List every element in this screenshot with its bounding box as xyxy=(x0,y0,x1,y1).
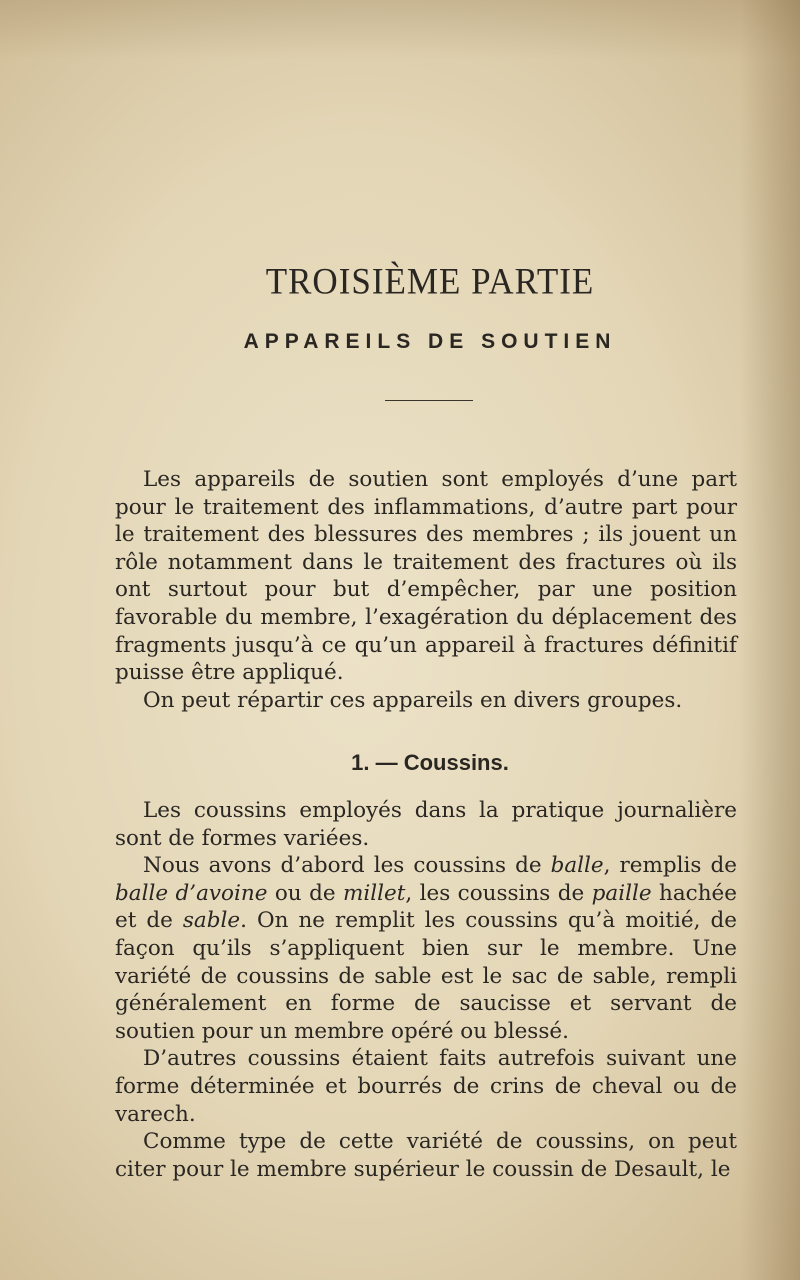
italic-term: balle d’avoine xyxy=(115,880,268,906)
paragraph: D’autres coussins étaient faits autrefois suivant une forme déterminée et bourrés de crins de cheval ou de varech. xyxy=(115,1046,737,1127)
italic-term: millet xyxy=(342,880,406,906)
part-title: TROISIÈME PARTIE xyxy=(265,261,595,302)
intro-text xyxy=(115,466,737,714)
paragraph: Nous avons d’abord les coussins de balle, remplis de balle d’avoine ou de millet, les coussins de paille hachée et de sable. On ne remplit les coussins qu’à moitié, de façon qu’ils s’appliquent bien sur le membre. Une variété de coussins de sable est le sac de sable, rempli généralement en forme de saucisse et servant de soutien pour un membre opéré ou blessé. xyxy=(115,853,737,1044)
paragraph: On peut répartir ces appareils en divers groupes. xyxy=(143,687,683,713)
paragraph: Les coussins employés dans la pratique journalière sont de formes variées. xyxy=(115,798,737,851)
paragraph: Les appareils de soutien sont employés d’une part pour le traitement des inflammations, d’autre part pour le traitement des blessures des membres ; ils jouent un rôle notamment dans le traitement des fractures où ils ont surtout pour but d’empêcher, par une position favorable du membre, l’exagération du déplacement des fragments jusqu’à ce qu’un appareil à fractures définitif puisse être appliqué. xyxy=(115,467,737,686)
page-top-shade xyxy=(0,0,800,60)
separator-rule xyxy=(385,400,473,401)
page-edge-shadow xyxy=(740,0,800,1280)
italic-term: sable xyxy=(182,908,241,934)
part-subtitle: APPAREILS DE SOUTIEN xyxy=(243,330,617,353)
italic-term: balle xyxy=(550,853,604,879)
section-text xyxy=(115,797,737,1183)
paragraph: Comme type de cette variété de coussins, on peut citer pour le membre supérieur le coussin de Desault, le xyxy=(115,1129,737,1182)
section-heading: 1. — Coussins. xyxy=(351,750,509,775)
italic-term: paille xyxy=(591,880,652,906)
